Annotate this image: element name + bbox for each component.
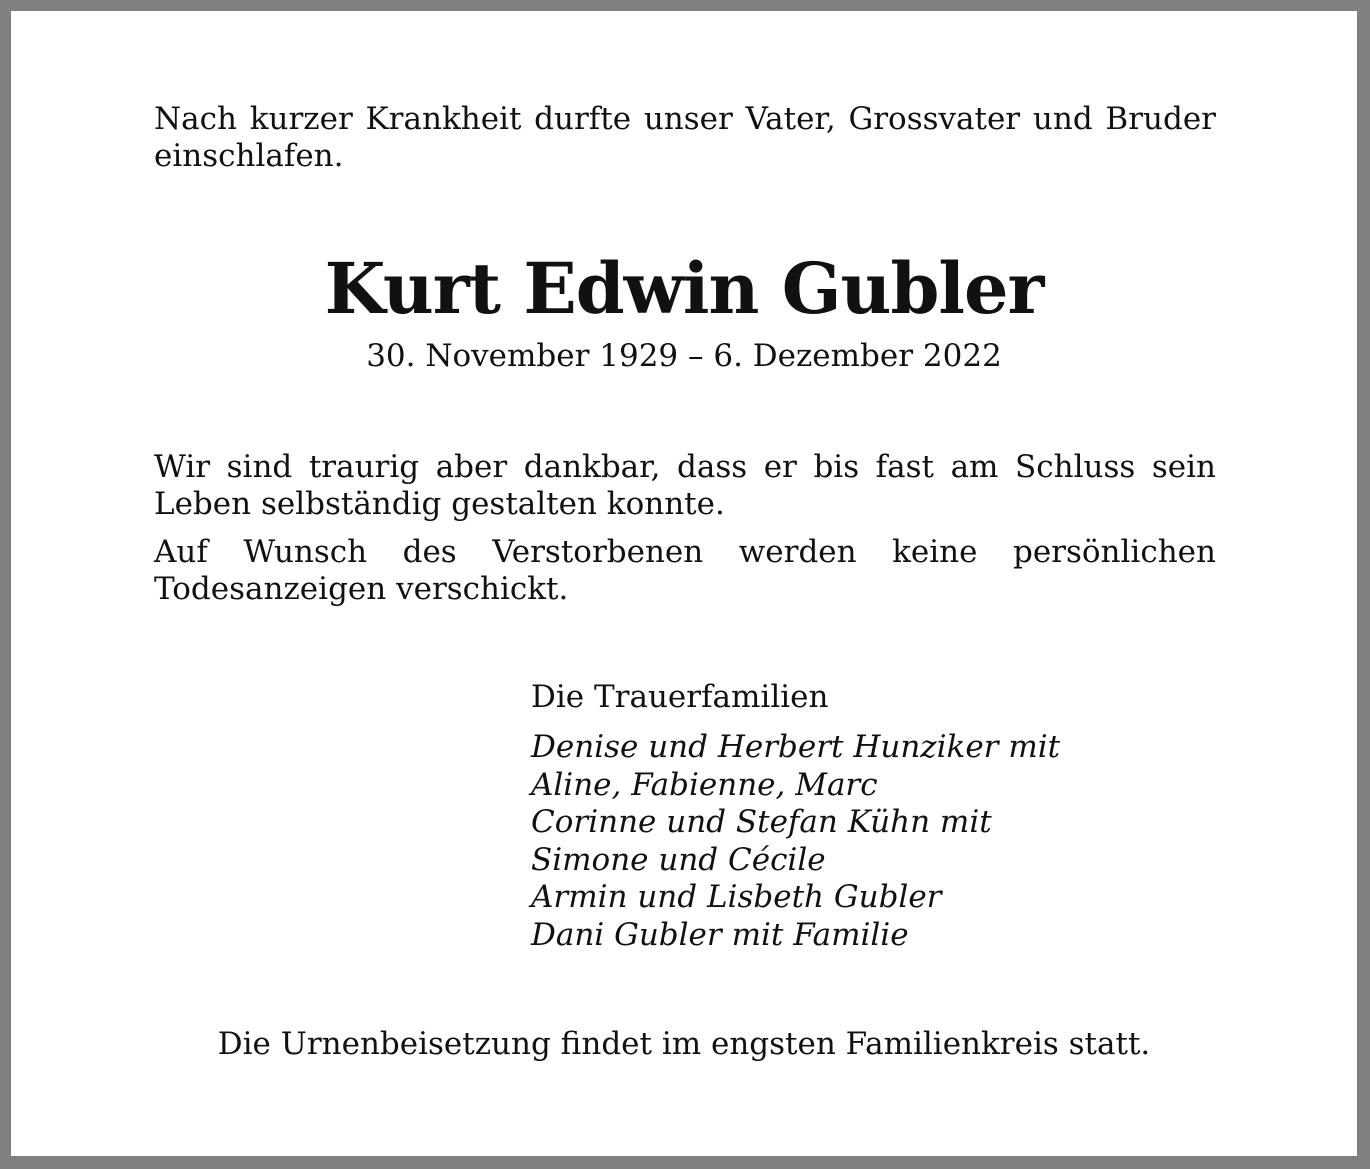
gratitude-paragraph: Wir sind traurig aber dankbar, dass er bis fast am Schluss sein Leben selbständig gestalten konnte. [154,449,1216,522]
family-list [531,729,1060,955]
family-member-line: Corinne und Stefan Kühn mit [531,804,992,841]
family-member-line: Dani Gubler mit Familie [531,916,909,953]
family-member-line: Denise und Herbert Hunziker mit [531,729,1061,765]
family-member-line: Armin und Lisbeth Gubler [531,879,942,916]
family-member-line: Aline, Fabienne, Marc [531,766,878,803]
signoff-heading: Die Trauerfamilien [531,679,829,715]
family-member-line: Simone und Cécile [531,841,826,878]
obituary-page [11,11,1357,1156]
burial-note: Die Urnenbeisetzung findet im engsten Familienkreis statt. [217,1026,1151,1062]
intro-text: Nach kurzer Krankheit durfte unser Vater, Grossvater und Bruder einschlafen. [154,101,1216,174]
wish-paragraph: Auf Wunsch des Verstorbenen werden keine persönlichen Todesanzeigen verschickt. [154,534,1216,607]
deceased-name: Kurt Edwin Gubler [324,247,1044,330]
life-dates: 30. November 1929 – 6. Dezember 2022 [366,338,1002,374]
